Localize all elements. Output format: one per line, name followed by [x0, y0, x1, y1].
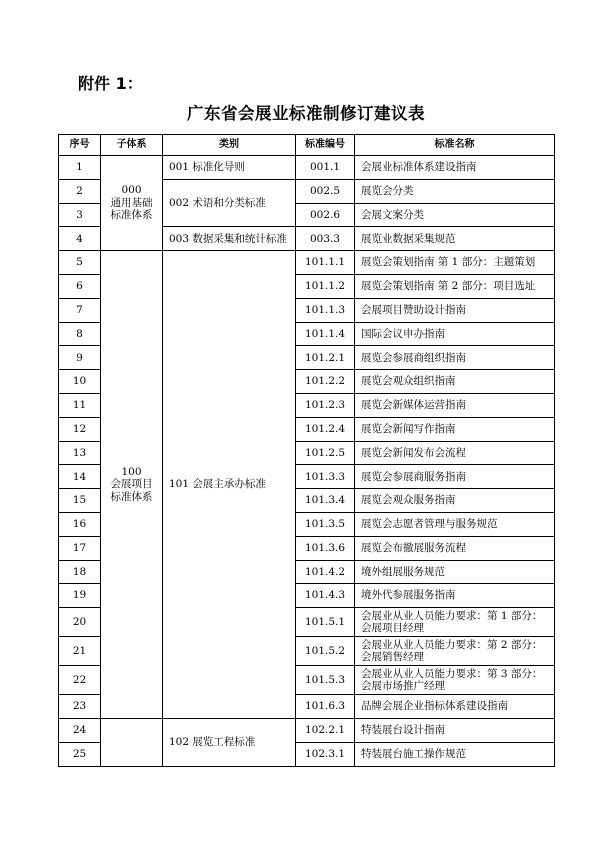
standard-code: 101.3.4	[296, 489, 355, 513]
standard-name: 特装展台设计指南	[355, 718, 555, 742]
standard-name: 会展业从业人员能力要求：第 3 部分：会展市场推广经理	[355, 666, 555, 695]
row-number: 4	[59, 227, 101, 251]
header-standard-name: 标准名称	[355, 135, 555, 156]
row-number: 22	[59, 666, 101, 695]
row-number: 11	[59, 393, 101, 417]
row-number: 8	[59, 322, 101, 346]
document-title: 广东省会展业标准制修订建议表	[187, 104, 425, 123]
standard-name: 展览会分类	[355, 179, 555, 203]
subsystem-line2: 标准体系	[110, 209, 153, 222]
row-number: 25	[59, 742, 101, 766]
standards-table	[58, 134, 555, 767]
standard-name: 特装展台施工操作规范	[355, 742, 555, 766]
row-number: 19	[59, 584, 101, 608]
standard-name: 展览会新媒体运营指南	[355, 393, 555, 417]
standard-name: 展览会志愿者管理与服务规范	[355, 512, 555, 536]
standard-code: 101.5.3	[296, 666, 355, 695]
subsystem-line1: 通用基础	[110, 196, 153, 209]
standard-name: 展览会策划指南 第 2 部分：项目选址	[355, 274, 555, 298]
row-number: 2	[59, 179, 101, 203]
row-number: 1	[59, 156, 101, 180]
row-number: 24	[59, 718, 101, 742]
category-cell: 102 展览工程标准	[163, 718, 296, 766]
row-number: 14	[59, 465, 101, 489]
row-number: 21	[59, 637, 101, 666]
table-row	[59, 251, 555, 275]
standard-code: 102.2.1	[296, 718, 355, 742]
standard-code: 101.3.6	[296, 536, 355, 560]
row-number: 10	[59, 370, 101, 394]
row-number: 5	[59, 251, 101, 275]
standard-code: 101.4.2	[296, 560, 355, 584]
standard-name: 展览会观众组织指南	[355, 370, 555, 394]
standard-code: 101.5.2	[296, 637, 355, 666]
standard-name: 国际会议申办指南	[355, 322, 555, 346]
category-cell: 001 标准化导则	[163, 156, 296, 180]
standard-name: 会展业从业人员能力要求：第 1 部分：会展项目经理	[355, 608, 555, 637]
row-number: 3	[59, 203, 101, 227]
row-number: 12	[59, 417, 101, 441]
row-number: 9	[59, 346, 101, 370]
table-row	[59, 718, 555, 742]
standard-name: 展览会观众服务指南	[355, 489, 555, 513]
subsystem-line1: 会展项目	[110, 478, 153, 491]
standard-code: 101.2.2	[296, 370, 355, 394]
row-number: 15	[59, 489, 101, 513]
row-number: 16	[59, 512, 101, 536]
standard-code: 101.3.5	[296, 512, 355, 536]
category-cell: 002 术语和分类标准	[163, 179, 296, 227]
table-row	[59, 156, 555, 180]
standard-name: 展览会策划指南 第 1 部分：主题策划	[355, 251, 555, 275]
standard-name: 展览业数据采集规范	[355, 227, 555, 251]
standard-code: 101.2.4	[296, 417, 355, 441]
header-category: 类别	[163, 135, 296, 156]
standard-code: 101.1.2	[296, 274, 355, 298]
standard-code: 101.1.4	[296, 322, 355, 346]
subsystem-code: 100	[121, 465, 142, 478]
header-serial-number: 序号	[59, 135, 101, 156]
attachment-label: 附件 1：	[78, 74, 143, 93]
row-number: 13	[59, 441, 101, 465]
standard-code: 001.1	[296, 156, 355, 180]
standard-name: 会展项目赞助设计指南	[355, 298, 555, 322]
standard-name: 展览会布撤展服务流程	[355, 536, 555, 560]
standard-code: 101.2.5	[296, 441, 355, 465]
standard-code: 003.3	[296, 227, 355, 251]
row-number: 23	[59, 695, 101, 719]
standard-code: 101.1.3	[296, 298, 355, 322]
standard-code: 101.6.3	[296, 695, 355, 719]
category-cell: 003 数据采集和统计标准	[163, 227, 296, 251]
standard-code: 102.3.1	[296, 742, 355, 766]
row-number: 20	[59, 608, 101, 637]
standard-name: 展览会参展商组织指南	[355, 346, 555, 370]
standard-code: 101.5.1	[296, 608, 355, 637]
standard-name: 会展文案分类	[355, 203, 555, 227]
standard-code: 101.3.3	[296, 465, 355, 489]
standard-name: 品牌会展企业指标体系建设指南	[355, 695, 555, 719]
standard-code: 101.2.3	[296, 393, 355, 417]
subsystem-cell	[101, 156, 163, 251]
subsystem-code: 000	[121, 184, 142, 197]
header-standard-code: 标准编号	[296, 135, 355, 156]
standard-code: 101.4.3	[296, 584, 355, 608]
standard-code: 002.5	[296, 179, 355, 203]
row-number: 17	[59, 536, 101, 560]
standard-name: 展览会新闻发布会流程	[355, 441, 555, 465]
header-subsystem: 子体系	[101, 135, 163, 156]
subsystem-line2: 标准体系	[110, 490, 153, 503]
standard-name: 境外代参展服务指南	[355, 584, 555, 608]
standard-name: 会展业从业人员能力要求：第 2 部分：会展销售经理	[355, 637, 555, 666]
standard-name: 境外组展服务规范	[355, 560, 555, 584]
subsystem-cell-empty	[101, 718, 163, 766]
category-cell: 101 会展主承办标准	[163, 251, 296, 719]
subsystem-cell	[101, 251, 163, 719]
standard-code: 002.6	[296, 203, 355, 227]
standard-name: 展览会参展商服务指南	[355, 465, 555, 489]
row-number: 7	[59, 298, 101, 322]
standard-name: 展览会新闻写作指南	[355, 417, 555, 441]
standard-code: 101.1.1	[296, 251, 355, 275]
standard-name: 会展业标准体系建设指南	[355, 156, 555, 180]
standard-code: 101.2.1	[296, 346, 355, 370]
row-number: 6	[59, 274, 101, 298]
table-header-row	[59, 135, 555, 156]
row-number: 18	[59, 560, 101, 584]
